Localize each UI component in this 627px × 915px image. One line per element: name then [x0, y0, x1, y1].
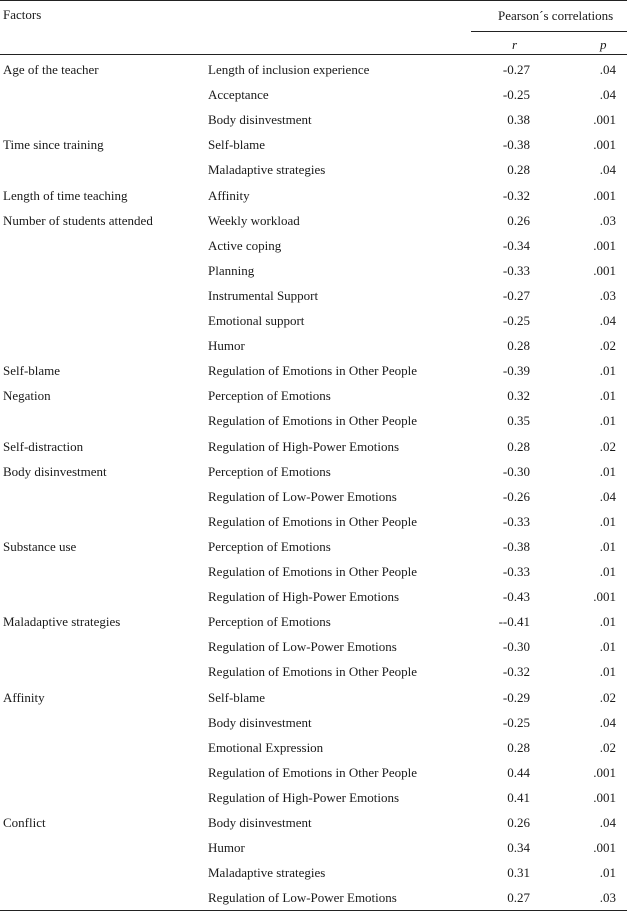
p-value-cell: .04 — [599, 815, 616, 830]
factor-cell: Body disinvestment — [3, 463, 107, 479]
r-value-cell: 0.32 — [507, 388, 530, 404]
table-row — [0, 790, 627, 815]
table-row — [0, 313, 627, 338]
factor-cell: Self-blame — [3, 363, 61, 379]
table-row — [0, 664, 627, 689]
p-value-cell: .001 — [593, 589, 616, 605]
table-row — [0, 865, 627, 890]
p-value-cell: .001 — [593, 237, 616, 253]
table-row — [0, 464, 627, 489]
p-value-cell: .001 — [593, 137, 616, 153]
variable-cell: Perception of Emotions — [208, 538, 331, 554]
table-row — [0, 740, 627, 765]
table-bottom-rule — [0, 910, 627, 911]
table-row — [0, 137, 627, 162]
r-value-cell: -0.27 — [502, 287, 530, 303]
table-row — [0, 87, 627, 112]
variable-cell: Regulation of High-Power Emotions — [208, 438, 400, 454]
variable-cell: Regulation of High-Power Emotions — [208, 789, 400, 805]
p-value-cell: .001 — [593, 840, 616, 856]
table-row — [0, 213, 627, 238]
r-value-cell: --0.41 — [498, 614, 530, 630]
table-row — [0, 840, 627, 865]
table-row — [0, 263, 627, 288]
p-value-cell: .01 — [599, 538, 616, 554]
r-value-cell: -0.33 — [502, 513, 530, 529]
variable-cell: Body disinvestment — [208, 714, 312, 730]
p-value-cell: .04 — [599, 488, 616, 504]
table-row — [0, 62, 627, 87]
p-value-cell: .01 — [599, 865, 616, 881]
factors-header: Factors — [3, 7, 42, 22]
factor-cell: Negation — [3, 388, 51, 404]
p-value-cell: .01 — [599, 664, 616, 680]
factor-cell: Time since training — [3, 137, 104, 153]
r-value-cell: -0.38 — [502, 538, 530, 554]
variable-cell: Emotional Expression — [208, 739, 324, 755]
r-value-cell: -0.25 — [502, 313, 530, 328]
factor-cell: Affinity — [3, 689, 45, 705]
header-bottom-rule — [0, 54, 627, 55]
p-value-cell: .04 — [599, 62, 616, 77]
table-row — [0, 288, 627, 313]
r-value-cell: 0.28 — [507, 162, 530, 178]
r-value-cell: 0.41 — [507, 789, 530, 805]
r-value-cell: -0.38 — [502, 137, 530, 153]
r-value-cell: -0.43 — [502, 589, 530, 605]
factor-cell: Length of time teaching — [3, 187, 128, 203]
table-top-rule — [0, 0, 627, 1]
p-value-cell: .04 — [599, 162, 616, 178]
r-value-cell: -0.26 — [502, 488, 530, 504]
variable-cell: Regulation of Low-Power Emotions — [208, 639, 397, 655]
variable-cell: Regulation of Low-Power Emotions — [208, 890, 397, 906]
r-value-cell: -0.32 — [502, 664, 530, 680]
p-value-cell: .02 — [599, 438, 616, 454]
variable-cell: Regulation of Emotions in Other People — [208, 513, 418, 529]
r-value-cell: -0.39 — [502, 363, 530, 379]
r-value-cell: 0.26 — [507, 212, 530, 228]
r-value-cell: 0.28 — [507, 438, 530, 454]
r-value-cell: 0.35 — [507, 413, 530, 429]
r-value-cell: 0.27 — [507, 890, 530, 906]
p-value-cell: .001 — [593, 262, 616, 278]
table-row — [0, 188, 627, 213]
factor-cell: Self-distraction — [3, 438, 84, 454]
r-value-cell: 0.44 — [507, 764, 530, 780]
variable-cell: Emotional support — [208, 313, 305, 328]
variable-cell: Perception of Emotions — [208, 614, 331, 630]
table-row — [0, 489, 627, 514]
pearson-header: Pearson´s correlations — [498, 8, 614, 23]
r-value-cell: -0.32 — [502, 187, 530, 203]
variable-cell: Regulation of Emotions in Other People — [208, 764, 418, 780]
p-column-header: p — [600, 37, 607, 52]
table-row — [0, 715, 627, 740]
p-value-cell: .01 — [599, 388, 616, 404]
variable-cell: Regulation of Emotions in Other People — [208, 363, 418, 379]
factor-cell: Age of the teacher — [3, 62, 99, 77]
p-value-cell: .03 — [599, 212, 616, 228]
p-value-cell: .03 — [599, 890, 616, 906]
r-value-cell: -0.30 — [502, 463, 530, 479]
p-value-cell: .02 — [599, 689, 616, 705]
r-value-cell: 0.28 — [507, 739, 530, 755]
table-row — [0, 639, 627, 664]
variable-cell: Humor — [208, 338, 245, 354]
r-value-cell: 0.34 — [507, 840, 530, 856]
variable-cell: Perception of Emotions — [208, 388, 331, 404]
table-row — [0, 614, 627, 639]
factor-cell: Substance use — [3, 538, 77, 554]
variable-cell: Active coping — [208, 237, 282, 253]
r-value-cell: -0.29 — [502, 689, 530, 705]
p-value-cell: .01 — [599, 513, 616, 529]
variable-cell: Regulation of High-Power Emotions — [208, 589, 400, 605]
variable-cell: Regulation of Emotions in Other People — [208, 564, 418, 579]
variable-cell: Length of inclusion experience — [208, 62, 370, 77]
table-row — [0, 765, 627, 790]
variable-cell: Instrumental Support — [208, 287, 319, 303]
factor-cell: Maladaptive strategies — [3, 614, 121, 630]
p-value-cell: .01 — [599, 614, 616, 630]
pearson-subheader-rule — [471, 31, 627, 32]
variable-cell: Regulation of Low-Power Emotions — [208, 488, 397, 504]
variable-cell: Regulation of Emotions in Other People — [208, 413, 418, 429]
table-row — [0, 539, 627, 564]
table-row — [0, 413, 627, 438]
r-value-cell: -0.25 — [502, 87, 530, 103]
variable-cell: Maladaptive strategies — [208, 865, 326, 881]
table-row — [0, 815, 627, 840]
p-value-cell: .01 — [599, 639, 616, 655]
variable-cell: Self-blame — [208, 137, 266, 153]
table-row — [0, 589, 627, 614]
p-value-cell: .02 — [599, 739, 616, 755]
variable-cell: Self-blame — [208, 689, 266, 705]
table-row — [0, 238, 627, 263]
p-value-cell: .01 — [599, 564, 616, 579]
r-value-cell: -0.33 — [502, 262, 530, 278]
table-row — [0, 388, 627, 413]
p-value-cell: .001 — [593, 112, 616, 128]
table-row — [0, 162, 627, 187]
variable-cell: Body disinvestment — [208, 112, 312, 128]
r-value-cell: 0.31 — [507, 865, 530, 881]
variable-cell: Weekly workload — [208, 212, 300, 228]
p-value-cell: .01 — [599, 463, 616, 479]
r-value-cell: -0.34 — [502, 237, 530, 253]
variable-cell: Affinity — [208, 187, 250, 203]
p-value-cell: .04 — [599, 714, 616, 730]
p-value-cell: .01 — [599, 413, 616, 429]
p-value-cell: .03 — [599, 287, 616, 303]
variable-cell: Acceptance — [208, 87, 269, 103]
variable-cell: Humor — [208, 840, 245, 856]
r-value-cell: 0.38 — [507, 112, 530, 128]
factor-cell: Conflict — [3, 815, 46, 830]
p-value-cell: .001 — [593, 187, 616, 203]
table-row — [0, 338, 627, 363]
p-value-cell: .01 — [599, 363, 616, 379]
table-row — [0, 890, 627, 915]
factor-cell: Number of students attended — [3, 212, 153, 228]
p-value-cell: .001 — [593, 764, 616, 780]
p-value-cell: .04 — [599, 313, 616, 328]
p-value-cell: .02 — [599, 338, 616, 354]
variable-cell: Planning — [208, 262, 255, 278]
r-value-cell: -0.27 — [502, 62, 530, 77]
r-value-cell: -0.33 — [502, 564, 530, 579]
r-column-header: r — [512, 37, 518, 52]
table-row — [0, 363, 627, 388]
table-row — [0, 564, 627, 589]
variable-cell: Body disinvestment — [208, 815, 312, 830]
p-value-cell: .04 — [599, 87, 616, 103]
table-row — [0, 112, 627, 137]
r-value-cell: 0.28 — [507, 338, 530, 354]
variable-cell: Regulation of Emotions in Other People — [208, 664, 418, 680]
variable-cell: Maladaptive strategies — [208, 162, 326, 178]
r-value-cell: -0.25 — [502, 714, 530, 730]
table-row — [0, 439, 627, 464]
r-value-cell: 0.26 — [507, 815, 530, 830]
p-value-cell: .001 — [593, 789, 616, 805]
table-row — [0, 690, 627, 715]
table-row — [0, 514, 627, 539]
r-value-cell: -0.30 — [502, 639, 530, 655]
variable-cell: Perception of Emotions — [208, 463, 331, 479]
